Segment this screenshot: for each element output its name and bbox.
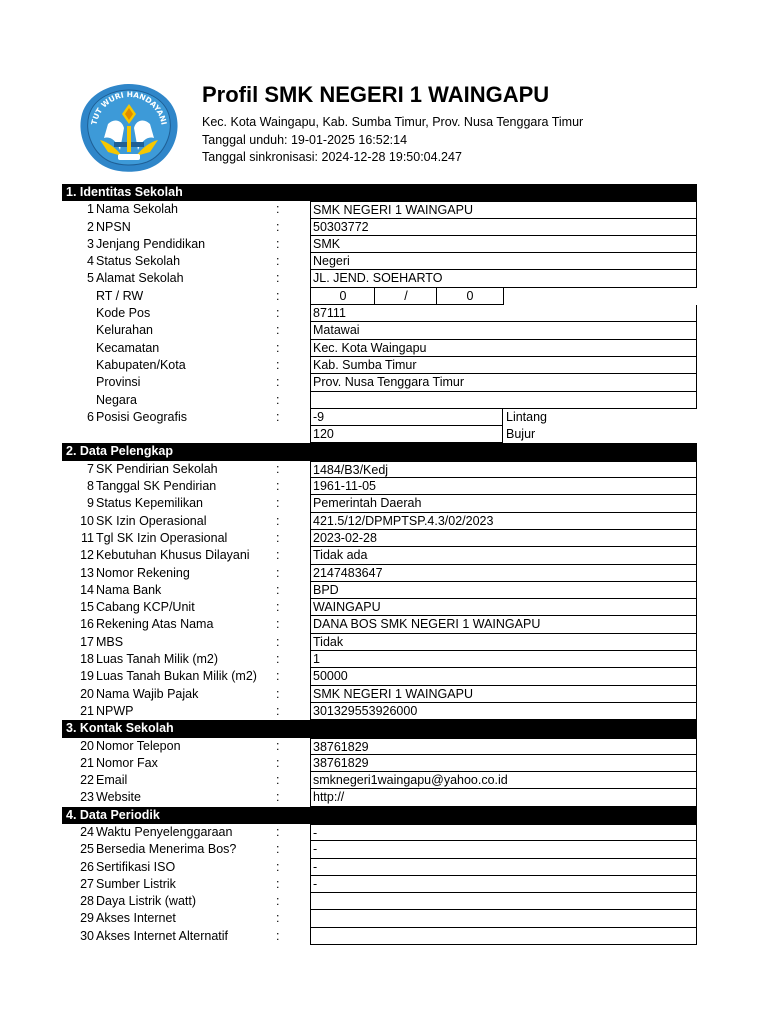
field-value: Tidak <box>310 634 697 651</box>
profile-row <box>62 616 697 633</box>
profile-row <box>62 530 697 547</box>
profile-row <box>62 201 697 218</box>
field-value: Matawai <box>310 322 697 339</box>
rt-rw-cells <box>310 288 503 305</box>
row-number: 4 <box>87 254 94 269</box>
colon-separator: : <box>276 634 280 649</box>
field-label: Akses Internet <box>96 911 176 926</box>
row-number: 17 <box>80 634 94 649</box>
row-number: 8 <box>87 479 94 494</box>
download-date: Tanggal unduh: 19-01-2025 16:52:14 <box>202 133 408 147</box>
colon-separator: : <box>276 669 280 684</box>
field-value: 301329553926000 <box>310 703 697 720</box>
row-number: 28 <box>80 894 94 909</box>
profile-row <box>62 270 697 287</box>
field-label: Akses Internet Alternatif <box>96 928 229 943</box>
profile-row <box>62 565 697 582</box>
colon-separator: : <box>276 323 280 338</box>
field-value: 50303772 <box>310 219 697 236</box>
profile-row <box>62 634 697 651</box>
colon-separator: : <box>276 790 280 805</box>
row-number: 15 <box>80 600 94 615</box>
row-number: 9 <box>87 496 94 511</box>
row-number: 7 <box>87 461 94 476</box>
row-number: 24 <box>80 824 94 839</box>
field-value: SMK NEGERI 1 WAINGAPU <box>310 201 697 218</box>
field-label: Website <box>96 790 141 805</box>
field-label: Daya Listrik (watt) <box>96 894 197 909</box>
coordinate-label: Lintang <box>506 409 548 424</box>
field-label: Provinsi <box>96 375 141 390</box>
profile-row <box>62 755 697 772</box>
field-value: 1484/B3/Kedj <box>310 461 697 478</box>
field-label: Tanggal SK Pendirian <box>96 479 217 494</box>
field-label: Nama Bank <box>96 582 162 597</box>
field-label: Nama Wajib Pajak <box>96 686 199 701</box>
colon-separator: : <box>276 617 280 632</box>
rt-value: 0 <box>310 288 375 305</box>
field-label: Nomor Fax <box>96 755 158 770</box>
field-label: RT / RW <box>96 288 144 303</box>
row-number: 14 <box>80 582 94 597</box>
field-value: smknegeri1waingapu@yahoo.co.id <box>310 772 697 789</box>
profile-row <box>62 893 697 910</box>
profile-row <box>62 513 697 530</box>
colon-separator: : <box>276 703 280 718</box>
section-header: 4. Data Periodik <box>62 807 697 824</box>
colon-separator: : <box>276 773 280 788</box>
field-label: Alamat Sekolah <box>96 271 184 286</box>
profile-row <box>62 582 697 599</box>
field-value: Tidak ada <box>310 547 697 564</box>
field-value: http:// <box>310 789 697 806</box>
row-number: 5 <box>87 271 94 286</box>
colon-separator: : <box>276 686 280 701</box>
field-label: Sumber Listrik <box>96 876 176 891</box>
field-label: Jenjang Pendidikan <box>96 236 206 251</box>
field-value <box>310 928 697 945</box>
colon-separator: : <box>276 513 280 528</box>
profile-row <box>62 461 697 478</box>
field-label: Luas Tanah Bukan Milik (m2) <box>96 669 257 684</box>
row-number: 21 <box>80 703 94 718</box>
row-number: 13 <box>80 565 94 580</box>
coordinate-label: Bujur <box>506 427 536 442</box>
field-value: Prov. Nusa Tenggara Timur <box>310 374 697 391</box>
field-label: Kabupaten/Kota <box>96 357 186 372</box>
row-number: 10 <box>80 513 94 528</box>
row-number: 23 <box>80 790 94 805</box>
colon-separator: : <box>276 600 280 615</box>
rt-rw-separator: / <box>374 288 437 305</box>
field-label: Sertifikasi ISO <box>96 859 176 874</box>
field-value: SMK NEGERI 1 WAINGAPU <box>310 686 697 703</box>
row-number: 11 <box>81 530 94 545</box>
row-number: 1 <box>87 202 94 217</box>
field-label: SK Izin Operasional <box>96 513 207 528</box>
row-number: 30 <box>80 928 94 943</box>
profile-row <box>62 322 697 339</box>
field-value: 50000 <box>310 668 697 685</box>
colon-separator: : <box>276 340 280 355</box>
profile-row <box>62 392 697 409</box>
field-label: Kecamatan <box>96 340 160 355</box>
field-label: Cabang KCP/Unit <box>96 600 195 615</box>
profile-row <box>62 651 697 668</box>
field-value: 1961-11-05 <box>310 478 697 495</box>
field-label: Status Kepemilikan <box>96 496 204 511</box>
section-header: 3. Kontak Sekolah <box>62 720 697 737</box>
profile-row <box>62 426 697 443</box>
field-value: SMK <box>310 236 697 253</box>
field-label: Kebutuhan Khusus Dilayani <box>96 548 250 563</box>
field-value: 120 <box>310 426 503 443</box>
profile-row <box>62 772 697 789</box>
field-value <box>310 392 697 409</box>
colon-separator: : <box>276 375 280 390</box>
colon-separator: : <box>276 859 280 874</box>
profile-row <box>62 547 697 564</box>
page-title: Profil SMK NEGERI 1 WAINGAPU <box>202 82 550 107</box>
colon-separator: : <box>276 582 280 597</box>
field-value: DANA BOS SMK NEGERI 1 WAINGAPU <box>310 616 697 633</box>
colon-separator: : <box>276 876 280 891</box>
profile-row <box>62 686 697 703</box>
field-label: Luas Tanah Milik (m2) <box>96 652 219 667</box>
field-label: Bersedia Menerima Bos? <box>96 842 237 857</box>
profile-row <box>62 374 697 391</box>
field-value: - <box>310 841 697 858</box>
logo-text: TUT WURI HANDAYANI <box>89 89 169 126</box>
field-value <box>310 893 697 910</box>
section-header: 1. Identitas Sekolah <box>62 184 697 201</box>
colon-separator: : <box>276 306 280 321</box>
row-number: 20 <box>80 738 94 753</box>
field-value: 2023-02-28 <box>310 530 697 547</box>
row-number: 3 <box>87 236 94 251</box>
field-value: 421.5/12/DPMPTSP.4.3/02/2023 <box>310 513 697 530</box>
field-label: Posisi Geografis <box>96 409 188 424</box>
field-value: BPD <box>310 582 697 599</box>
field-value: 2147483647 <box>310 565 697 582</box>
row-number: 29 <box>80 911 94 926</box>
colon-separator: : <box>276 928 280 943</box>
row-number: 22 <box>80 773 94 788</box>
profile-row <box>62 859 697 876</box>
field-label: Rekening Atas Nama <box>96 617 214 632</box>
field-label: SK Pendirian Sekolah <box>96 461 218 476</box>
profile-row <box>62 219 697 236</box>
field-value: JL. JEND. SOEHARTO <box>310 270 697 287</box>
colon-separator: : <box>276 738 280 753</box>
colon-separator: : <box>276 236 280 251</box>
school-address: Kec. Kota Waingapu, Kab. Sumba Timur, Prov. Nusa Tenggara Timur <box>202 115 584 129</box>
row-number: 20 <box>80 686 94 701</box>
field-value: - <box>310 876 697 893</box>
colon-separator: : <box>276 894 280 909</box>
row-number: 6 <box>87 409 94 424</box>
colon-separator: : <box>276 392 280 407</box>
colon-separator: : <box>276 409 280 424</box>
profile-row <box>62 910 697 927</box>
field-value: Kab. Sumba Timur <box>310 357 697 374</box>
field-label: Tgl SK Izin Operasional <box>96 530 228 545</box>
field-label: NPWP <box>96 703 134 718</box>
colon-separator: : <box>276 254 280 269</box>
field-value: - <box>310 859 697 876</box>
profile-row <box>62 253 697 270</box>
field-value: - <box>310 824 697 841</box>
field-label: Kelurahan <box>96 323 153 338</box>
field-label: Email <box>96 773 128 788</box>
row-number: 25 <box>80 842 94 857</box>
field-value: 1 <box>310 651 697 668</box>
field-label: Negara <box>96 392 137 407</box>
row-number: 2 <box>87 219 94 234</box>
profile-row <box>62 789 697 806</box>
field-label: Nomor Rekening <box>96 565 190 580</box>
row-number: 12 <box>80 548 94 563</box>
field-value: Pemerintah Daerah <box>310 495 697 512</box>
field-label: Kode Pos <box>96 306 151 321</box>
colon-separator: : <box>276 496 280 511</box>
colon-separator: : <box>276 479 280 494</box>
field-label: Status Sekolah <box>96 254 181 269</box>
profile-row <box>62 478 697 495</box>
colon-separator: : <box>276 202 280 217</box>
colon-separator: : <box>276 357 280 372</box>
profile-row <box>62 305 697 322</box>
profile-row <box>62 288 697 305</box>
field-value: Kec. Kota Waingapu <box>310 340 697 357</box>
colon-separator: : <box>276 911 280 926</box>
colon-separator: : <box>276 755 280 770</box>
profile-row <box>62 409 697 426</box>
tut-wuri-handayani-logo <box>78 80 180 174</box>
field-label: NPSN <box>96 219 131 234</box>
colon-separator: : <box>276 288 280 303</box>
row-number: 19 <box>80 669 94 684</box>
field-value: 87111 <box>310 305 697 322</box>
profile-row <box>62 599 697 616</box>
row-number: 18 <box>80 652 94 667</box>
rw-value: 0 <box>436 288 504 305</box>
profile-row <box>62 236 697 253</box>
profile-row <box>62 340 697 357</box>
field-label: Nomor Telepon <box>96 738 181 753</box>
profile-sheet <box>62 184 697 945</box>
field-value: -9 <box>310 409 503 426</box>
field-value <box>310 910 697 927</box>
profile-row <box>62 703 697 720</box>
colon-separator: : <box>276 824 280 839</box>
colon-separator: : <box>276 548 280 563</box>
field-value: Negeri <box>310 253 697 270</box>
colon-separator: : <box>276 842 280 857</box>
profile-row <box>62 357 697 374</box>
profile-row <box>62 876 697 893</box>
colon-separator: : <box>276 271 280 286</box>
profile-row <box>62 738 697 755</box>
profile-row <box>62 841 697 858</box>
field-value: 38761829 <box>310 755 697 772</box>
profile-row <box>62 928 697 945</box>
field-label: MBS <box>96 634 124 649</box>
profile-row <box>62 668 697 685</box>
field-value: WAINGAPU <box>310 599 697 616</box>
row-number: 16 <box>80 617 94 632</box>
row-number: 26 <box>80 859 94 874</box>
profile-row <box>62 495 697 512</box>
field-label: Waktu Penyelenggaraan <box>96 824 233 839</box>
colon-separator: : <box>276 461 280 476</box>
colon-separator: : <box>276 565 280 580</box>
colon-separator: : <box>276 530 280 545</box>
field-value: 38761829 <box>310 738 697 755</box>
field-label: Nama Sekolah <box>96 202 178 217</box>
colon-separator: : <box>276 652 280 667</box>
row-number: 21 <box>80 755 94 770</box>
sync-date: Tanggal sinkronisasi: 2024-12-28 19:50:04.247 <box>202 150 462 164</box>
profile-row <box>62 824 697 841</box>
colon-separator: : <box>276 219 280 234</box>
row-number: 27 <box>80 876 94 891</box>
section-header: 2. Data Pelengkap <box>62 443 697 460</box>
